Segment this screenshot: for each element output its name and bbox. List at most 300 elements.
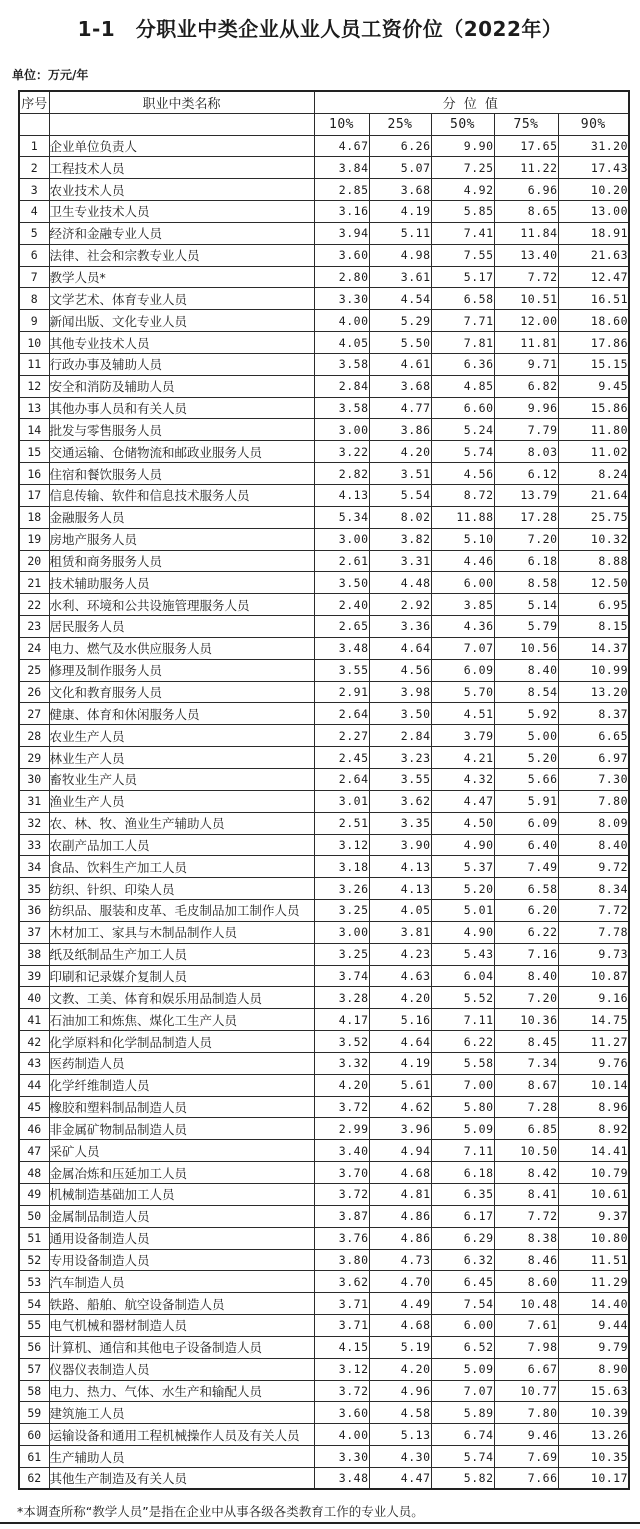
value-cell: 4.47 (431, 790, 494, 812)
value-cell: 5.34 (314, 506, 369, 528)
occupation-name-cell: 其他专业技术人员 (49, 332, 314, 354)
value-cell: 8.24 (558, 463, 629, 485)
value-cell: 11.88 (431, 506, 494, 528)
value-cell: 3.71 (314, 1293, 369, 1315)
occupation-name-cell: 纺织、针织、印染人员 (49, 878, 314, 900)
value-cell: 3.18 (314, 856, 369, 878)
value-cell: 6.52 (431, 1336, 494, 1358)
header-percentile-10: 10% (314, 113, 369, 135)
header-percentile-25: 25% (369, 113, 431, 135)
value-cell: 3.61 (369, 266, 431, 288)
value-cell: 8.41 (494, 1184, 558, 1206)
value-cell: 3.60 (314, 244, 369, 266)
value-cell: 3.71 (314, 1315, 369, 1337)
value-cell: 5.19 (369, 1336, 431, 1358)
table-row (19, 1336, 629, 1358)
row-index-cell: 45 (19, 1096, 49, 1118)
value-cell: 15.86 (558, 397, 629, 419)
value-cell: 5.10 (431, 528, 494, 550)
value-cell: 13.26 (558, 1424, 629, 1446)
table-row (19, 1184, 629, 1206)
row-index-cell: 8 (19, 288, 49, 310)
value-cell: 12.50 (558, 572, 629, 594)
row-index-cell: 36 (19, 900, 49, 922)
table-row (19, 965, 629, 987)
table-row (19, 768, 629, 790)
value-cell: 5.00 (494, 725, 558, 747)
value-cell: 3.30 (314, 1446, 369, 1468)
value-cell: 3.80 (314, 1249, 369, 1271)
value-cell: 7.30 (558, 768, 629, 790)
value-cell: 10.39 (558, 1402, 629, 1424)
value-cell: 4.61 (369, 353, 431, 375)
value-cell: 2.80 (314, 266, 369, 288)
table-row (19, 179, 629, 201)
table-row (19, 1096, 629, 1118)
value-cell: 4.13 (369, 878, 431, 900)
row-index-cell: 22 (19, 594, 49, 616)
table-row (19, 528, 629, 550)
row-index-cell: 12 (19, 375, 49, 397)
value-cell: 3.51 (369, 463, 431, 485)
row-index-cell: 60 (19, 1424, 49, 1446)
value-cell: 3.23 (369, 747, 431, 769)
value-cell: 15.15 (558, 353, 629, 375)
occupation-name-cell: 文学艺术、体育专业人员 (49, 288, 314, 310)
table-row (19, 397, 629, 419)
value-cell: 5.43 (431, 943, 494, 965)
value-cell: 9.46 (494, 1424, 558, 1446)
table-row (19, 703, 629, 725)
value-cell: 4.15 (314, 1336, 369, 1358)
row-index-cell: 41 (19, 1009, 49, 1031)
value-cell: 8.90 (558, 1358, 629, 1380)
value-cell: 3.60 (314, 1402, 369, 1424)
row-index-cell: 18 (19, 506, 49, 528)
value-cell: 3.79 (431, 725, 494, 747)
value-cell: 16.51 (558, 288, 629, 310)
table-row (19, 485, 629, 507)
value-cell: 8.67 (494, 1074, 558, 1096)
value-cell: 4.77 (369, 397, 431, 419)
row-index-cell: 19 (19, 528, 49, 550)
table-header-row-1 (19, 91, 629, 113)
value-cell: 9.44 (558, 1315, 629, 1337)
table-row (19, 463, 629, 485)
occupation-name-cell: 通用设备制造人员 (49, 1227, 314, 1249)
table-row (19, 419, 629, 441)
value-cell: 3.70 (314, 1162, 369, 1184)
occupation-name-cell: 电力、热力、气体、水生产和输配人员 (49, 1380, 314, 1402)
value-cell: 2.82 (314, 463, 369, 485)
value-cell: 3.55 (369, 768, 431, 790)
value-cell: 4.90 (431, 834, 494, 856)
occupation-name-cell: 住宿和餐饮服务人员 (49, 463, 314, 485)
value-cell: 4.51 (431, 703, 494, 725)
value-cell: 4.46 (431, 550, 494, 572)
value-cell: 7.72 (494, 1205, 558, 1227)
header-quantile: 分 位 值 (314, 91, 629, 113)
value-cell: 4.68 (369, 1315, 431, 1337)
value-cell: 2.92 (369, 594, 431, 616)
value-cell: 6.85 (494, 1118, 558, 1140)
value-cell: 21.63 (558, 244, 629, 266)
value-cell: 10.56 (494, 637, 558, 659)
value-cell: 6.35 (431, 1184, 494, 1206)
value-cell: 6.17 (431, 1205, 494, 1227)
value-cell: 10.99 (558, 659, 629, 681)
value-cell: 5.13 (369, 1424, 431, 1446)
value-cell: 4.81 (369, 1184, 431, 1206)
value-cell: 8.72 (431, 485, 494, 507)
value-cell: 2.64 (314, 768, 369, 790)
value-cell: 7.25 (431, 157, 494, 179)
row-index-cell: 47 (19, 1140, 49, 1162)
value-cell: 17.28 (494, 506, 558, 528)
value-cell: 6.32 (431, 1249, 494, 1271)
occupation-name-cell: 化学原料和化学制品制造人员 (49, 1031, 314, 1053)
occupation-name-cell: 安全和消防及辅助人员 (49, 375, 314, 397)
occupation-name-cell: 医药制造人员 (49, 1052, 314, 1074)
row-index-cell: 27 (19, 703, 49, 725)
value-cell: 11.22 (494, 157, 558, 179)
value-cell: 4.63 (369, 965, 431, 987)
table-row (19, 288, 629, 310)
value-cell: 2.84 (369, 725, 431, 747)
occupation-name-cell: 电气机械和器材制造人员 (49, 1315, 314, 1337)
value-cell: 7.20 (494, 987, 558, 1009)
table-row (19, 1140, 629, 1162)
value-cell: 3.52 (314, 1031, 369, 1053)
value-cell: 5.01 (431, 900, 494, 922)
table-row (19, 310, 629, 332)
table-row (19, 550, 629, 572)
row-index-cell: 1 (19, 135, 49, 157)
value-cell: 5.82 (431, 1467, 494, 1489)
value-cell: 10.17 (558, 1467, 629, 1489)
occupation-name-cell: 租赁和商务服务人员 (49, 550, 314, 572)
value-cell: 9.71 (494, 353, 558, 375)
table-row (19, 1249, 629, 1271)
occupation-name-cell: 房地产服务人员 (49, 528, 314, 550)
header-percentile-50: 50% (431, 113, 494, 135)
occupation-name-cell: 机械制造基础加工人员 (49, 1184, 314, 1206)
value-cell: 3.87 (314, 1205, 369, 1227)
value-cell: 4.48 (369, 572, 431, 594)
row-index-cell: 17 (19, 485, 49, 507)
occupation-name-cell: 铁路、船舶、航空设备制造人员 (49, 1293, 314, 1315)
occupation-name-cell: 金属冶炼和压延加工人员 (49, 1162, 314, 1184)
value-cell: 4.30 (369, 1446, 431, 1468)
table-row (19, 856, 629, 878)
row-index-cell: 34 (19, 856, 49, 878)
value-cell: 7.66 (494, 1467, 558, 1489)
value-cell: 3.35 (369, 812, 431, 834)
table-row (19, 157, 629, 179)
value-cell: 3.90 (369, 834, 431, 856)
value-cell: 5.24 (431, 419, 494, 441)
occupation-name-cell: 金属制品制造人员 (49, 1205, 314, 1227)
row-index-cell: 2 (19, 157, 49, 179)
value-cell: 4.58 (369, 1402, 431, 1424)
value-cell: 12.47 (558, 266, 629, 288)
value-cell: 4.98 (369, 244, 431, 266)
occupation-name-cell: 运输设备和通用工程机械操作人员及有关人员 (49, 1424, 314, 1446)
value-cell: 10.14 (558, 1074, 629, 1096)
value-cell: 6.74 (431, 1424, 494, 1446)
table-row (19, 834, 629, 856)
row-index-cell: 51 (19, 1227, 49, 1249)
value-cell: 5.29 (369, 310, 431, 332)
table-body (19, 135, 629, 1489)
value-cell: 5.66 (494, 768, 558, 790)
table-row (19, 921, 629, 943)
value-cell: 7.80 (494, 1402, 558, 1424)
row-index-cell: 6 (19, 244, 49, 266)
value-cell: 8.45 (494, 1031, 558, 1053)
header-percentile-90: 90% (558, 113, 629, 135)
value-cell: 4.19 (369, 1052, 431, 1074)
value-cell: 2.84 (314, 375, 369, 397)
value-cell: 15.63 (558, 1380, 629, 1402)
value-cell: 5.74 (431, 1446, 494, 1468)
value-cell: 11.80 (558, 419, 629, 441)
occupation-name-cell: 建筑施工人员 (49, 1402, 314, 1424)
value-cell: 4.86 (369, 1227, 431, 1249)
occupation-name-cell: 水利、环境和公共设施管理服务人员 (49, 594, 314, 616)
occupation-name-cell: 专用设备制造人员 (49, 1249, 314, 1271)
occupation-name-cell: 新闻出版、文化专业人员 (49, 310, 314, 332)
table-row (19, 681, 629, 703)
value-cell: 3.50 (314, 572, 369, 594)
row-index-cell: 59 (19, 1402, 49, 1424)
value-cell: 8.40 (494, 659, 558, 681)
value-cell: 7.61 (494, 1315, 558, 1337)
row-index-cell: 32 (19, 812, 49, 834)
occupation-name-cell: 教学人员* (49, 266, 314, 288)
value-cell: 7.69 (494, 1446, 558, 1468)
value-cell: 7.55 (431, 244, 494, 266)
row-index-cell: 28 (19, 725, 49, 747)
table-row (19, 244, 629, 266)
occupation-name-cell: 纸及纸制品生产加工人员 (49, 943, 314, 965)
value-cell: 3.48 (314, 1467, 369, 1489)
value-cell: 8.92 (558, 1118, 629, 1140)
value-cell: 4.73 (369, 1249, 431, 1271)
value-cell: 5.91 (494, 790, 558, 812)
value-cell: 2.91 (314, 681, 369, 703)
value-cell: 7.80 (558, 790, 629, 812)
occupation-name-cell: 生产辅助人员 (49, 1446, 314, 1468)
row-index-cell: 24 (19, 637, 49, 659)
table-row (19, 1205, 629, 1227)
value-cell: 10.87 (558, 965, 629, 987)
row-index-cell: 46 (19, 1118, 49, 1140)
table-row (19, 353, 629, 375)
value-cell: 17.86 (558, 332, 629, 354)
occupation-name-cell: 橡胶和塑料制品制造人员 (49, 1096, 314, 1118)
table-row (19, 637, 629, 659)
value-cell: 10.32 (558, 528, 629, 550)
value-cell: 4.20 (369, 1358, 431, 1380)
value-cell: 10.79 (558, 1162, 629, 1184)
value-cell: 7.72 (558, 900, 629, 922)
table-row (19, 1162, 629, 1184)
table-row (19, 616, 629, 638)
value-cell: 3.96 (369, 1118, 431, 1140)
value-cell: 4.49 (369, 1293, 431, 1315)
value-cell: 11.29 (558, 1271, 629, 1293)
value-cell: 13.00 (558, 201, 629, 223)
value-cell: 14.41 (558, 1140, 629, 1162)
value-cell: 6.82 (494, 375, 558, 397)
value-cell: 3.12 (314, 834, 369, 856)
value-cell: 3.30 (314, 288, 369, 310)
value-cell: 3.58 (314, 353, 369, 375)
value-cell: 5.20 (431, 878, 494, 900)
table-row (19, 594, 629, 616)
value-cell: 4.50 (431, 812, 494, 834)
table-row (19, 987, 629, 1009)
occupation-name-cell: 非金属矿物制品制造人员 (49, 1118, 314, 1140)
table-row (19, 332, 629, 354)
value-cell: 6.00 (431, 1315, 494, 1337)
value-cell: 3.01 (314, 790, 369, 812)
value-cell: 4.23 (369, 943, 431, 965)
value-cell: 3.55 (314, 659, 369, 681)
value-cell: 7.28 (494, 1096, 558, 1118)
value-cell: 9.96 (494, 397, 558, 419)
value-cell: 5.80 (431, 1096, 494, 1118)
value-cell: 2.45 (314, 747, 369, 769)
value-cell: 5.92 (494, 703, 558, 725)
value-cell: 4.05 (369, 900, 431, 922)
value-cell: 4.70 (369, 1271, 431, 1293)
value-cell: 4.54 (369, 288, 431, 310)
table-row (19, 1227, 629, 1249)
occupation-name-cell: 经济和金融专业人员 (49, 222, 314, 244)
value-cell: 11.02 (558, 441, 629, 463)
table-row (19, 812, 629, 834)
value-cell: 3.31 (369, 550, 431, 572)
occupation-name-cell: 金融服务人员 (49, 506, 314, 528)
occupation-name-cell: 其他办事人员和有关人员 (49, 397, 314, 419)
row-index-cell: 43 (19, 1052, 49, 1074)
value-cell: 6.97 (558, 747, 629, 769)
row-index-cell: 15 (19, 441, 49, 463)
table-row (19, 1380, 629, 1402)
value-cell: 3.62 (314, 1271, 369, 1293)
row-index-cell: 25 (19, 659, 49, 681)
table-header (19, 91, 629, 135)
row-index-cell: 40 (19, 987, 49, 1009)
value-cell: 8.03 (494, 441, 558, 463)
value-cell: 4.86 (369, 1205, 431, 1227)
value-cell: 10.51 (494, 288, 558, 310)
occupation-name-cell: 汽车制造人员 (49, 1271, 314, 1293)
value-cell: 6.22 (431, 1031, 494, 1053)
value-cell: 10.61 (558, 1184, 629, 1206)
value-cell: 12.00 (494, 310, 558, 332)
value-cell: 6.65 (558, 725, 629, 747)
row-index-cell: 23 (19, 616, 49, 638)
table-row (19, 1271, 629, 1293)
value-cell: 9.76 (558, 1052, 629, 1074)
occupation-name-cell: 电力、燃气及水供应服务人员 (49, 637, 314, 659)
value-cell: 3.16 (314, 201, 369, 223)
value-cell: 4.17 (314, 1009, 369, 1031)
value-cell: 3.74 (314, 965, 369, 987)
value-cell: 2.40 (314, 594, 369, 616)
value-cell: 3.32 (314, 1052, 369, 1074)
value-cell: 3.22 (314, 441, 369, 463)
value-cell: 7.71 (431, 310, 494, 332)
table-row (19, 441, 629, 463)
table-row (19, 1467, 629, 1489)
value-cell: 8.15 (558, 616, 629, 638)
value-cell: 4.21 (431, 747, 494, 769)
value-cell: 4.36 (431, 616, 494, 638)
table-row (19, 266, 629, 288)
value-cell: 3.86 (369, 419, 431, 441)
row-index-cell: 21 (19, 572, 49, 594)
row-index-cell: 20 (19, 550, 49, 572)
value-cell: 3.85 (431, 594, 494, 616)
value-cell: 8.38 (494, 1227, 558, 1249)
value-cell: 18.91 (558, 222, 629, 244)
value-cell: 7.98 (494, 1336, 558, 1358)
table-row (19, 1009, 629, 1031)
value-cell: 3.72 (314, 1096, 369, 1118)
value-cell: 8.34 (558, 878, 629, 900)
row-index-cell: 57 (19, 1358, 49, 1380)
row-index-cell: 30 (19, 768, 49, 790)
row-index-cell: 62 (19, 1467, 49, 1489)
value-cell: 10.48 (494, 1293, 558, 1315)
value-cell: 8.58 (494, 572, 558, 594)
value-cell: 6.95 (558, 594, 629, 616)
value-cell: 9.16 (558, 987, 629, 1009)
row-index-cell: 10 (19, 332, 49, 354)
row-index-cell: 13 (19, 397, 49, 419)
value-cell: 6.12 (494, 463, 558, 485)
value-cell: 2.27 (314, 725, 369, 747)
table-row (19, 1118, 629, 1140)
row-index-cell: 16 (19, 463, 49, 485)
row-index-cell: 31 (19, 790, 49, 812)
value-cell: 3.40 (314, 1140, 369, 1162)
row-index-cell: 55 (19, 1315, 49, 1337)
row-index-cell: 58 (19, 1380, 49, 1402)
value-cell: 7.11 (431, 1140, 494, 1162)
value-cell: 7.72 (494, 266, 558, 288)
value-cell: 3.36 (369, 616, 431, 638)
value-cell: 10.36 (494, 1009, 558, 1031)
value-cell: 6.26 (369, 135, 431, 157)
value-cell: 7.81 (431, 332, 494, 354)
value-cell: 3.68 (369, 375, 431, 397)
value-cell: 10.35 (558, 1446, 629, 1468)
value-cell: 4.19 (369, 201, 431, 223)
value-cell: 3.98 (369, 681, 431, 703)
table-row (19, 790, 629, 812)
value-cell: 3.94 (314, 222, 369, 244)
value-cell: 7.00 (431, 1074, 494, 1096)
value-cell: 11.27 (558, 1031, 629, 1053)
value-cell: 13.40 (494, 244, 558, 266)
value-cell: 8.88 (558, 550, 629, 572)
occupation-name-cell: 居民服务人员 (49, 616, 314, 638)
